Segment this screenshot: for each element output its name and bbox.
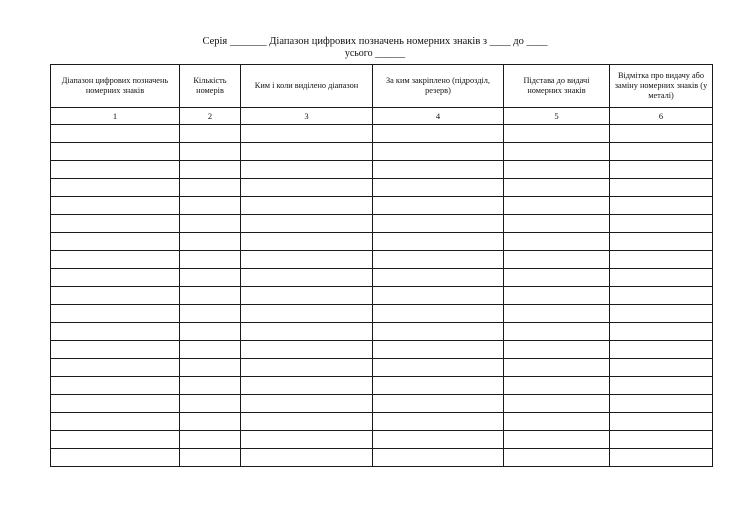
table-cell	[241, 269, 373, 287]
table-cell	[610, 431, 713, 449]
table-cell	[373, 431, 504, 449]
column-number: 1	[51, 108, 180, 125]
table-row	[51, 359, 713, 377]
table-cell	[610, 197, 713, 215]
column-header-issue-mark: Відмітка про видачу або заміну номерних знаків (у металі)	[610, 65, 713, 108]
table-cell	[241, 179, 373, 197]
table-cell	[504, 179, 610, 197]
column-header-allocated-by: Ким і коли виділено діапазон	[241, 65, 373, 108]
table-cell	[51, 341, 180, 359]
table-cell	[373, 215, 504, 233]
table-row	[51, 305, 713, 323]
table-cell	[610, 449, 713, 467]
table-row	[51, 377, 713, 395]
table-cell	[373, 269, 504, 287]
table-cell	[51, 413, 180, 431]
column-number: 3	[241, 108, 373, 125]
table-cell	[373, 323, 504, 341]
table-cell	[610, 395, 713, 413]
table-cell	[180, 305, 241, 323]
table-row	[51, 161, 713, 179]
table-cell	[180, 251, 241, 269]
table-cell	[180, 323, 241, 341]
table-cell	[180, 395, 241, 413]
table-cell	[610, 233, 713, 251]
table-row	[51, 215, 713, 233]
table-cell	[504, 161, 610, 179]
table-cell	[51, 269, 180, 287]
table-cell	[241, 449, 373, 467]
table-cell	[241, 431, 373, 449]
table-cell	[241, 251, 373, 269]
table-cell	[180, 197, 241, 215]
table-cell	[180, 143, 241, 161]
table-cell	[241, 323, 373, 341]
table-cell	[373, 161, 504, 179]
table-cell	[610, 179, 713, 197]
table-cell	[241, 305, 373, 323]
table-cell	[504, 251, 610, 269]
table-cell	[241, 359, 373, 377]
table-cell	[504, 287, 610, 305]
table-cell	[180, 215, 241, 233]
table-cell	[373, 179, 504, 197]
table-cell	[373, 125, 504, 143]
table-cell	[51, 449, 180, 467]
table-cell	[241, 287, 373, 305]
table-cell	[504, 323, 610, 341]
table-cell	[180, 341, 241, 359]
table-cell	[610, 125, 713, 143]
table-cell	[241, 143, 373, 161]
table-cell	[373, 233, 504, 251]
table-cell	[180, 179, 241, 197]
table-cell	[610, 323, 713, 341]
table-cell	[504, 413, 610, 431]
table-cell	[373, 449, 504, 467]
table-cell	[241, 341, 373, 359]
table-cell	[51, 395, 180, 413]
registry-table	[50, 64, 713, 467]
table-cell	[373, 395, 504, 413]
header-total-line: усього ______	[344, 48, 406, 59]
table-cell	[373, 305, 504, 323]
table-cell	[241, 161, 373, 179]
table-cell	[504, 359, 610, 377]
table-cell	[51, 377, 180, 395]
column-number: 4	[373, 108, 504, 125]
table-cell	[180, 287, 241, 305]
column-header-range: Діапазон цифрових позначень номерних знаків	[51, 65, 180, 108]
column-number-row	[51, 108, 713, 125]
table-row	[51, 197, 713, 215]
table-cell	[51, 125, 180, 143]
table-cell	[180, 125, 241, 143]
table-row	[51, 233, 713, 251]
table-cell	[241, 197, 373, 215]
table-cell	[610, 413, 713, 431]
table-cell	[504, 125, 610, 143]
table-cell	[610, 341, 713, 359]
table-row	[51, 287, 713, 305]
table-cell	[610, 269, 713, 287]
table-row	[51, 179, 713, 197]
table-cell	[241, 215, 373, 233]
table-cell	[504, 269, 610, 287]
table-cell	[51, 179, 180, 197]
table-row	[51, 341, 713, 359]
table-cell	[373, 143, 504, 161]
table-cell	[180, 161, 241, 179]
table-cell	[504, 377, 610, 395]
table-header-row	[51, 65, 713, 108]
table-cell	[373, 287, 504, 305]
table-row	[51, 143, 713, 161]
table-cell	[610, 143, 713, 161]
table-cell	[504, 233, 610, 251]
table-cell	[51, 287, 180, 305]
table-cell	[180, 449, 241, 467]
column-number: 5	[504, 108, 610, 125]
table-cell	[610, 377, 713, 395]
table-cell	[610, 251, 713, 269]
table-cell	[373, 377, 504, 395]
table-cell	[51, 233, 180, 251]
table-cell	[373, 413, 504, 431]
table-cell	[51, 431, 180, 449]
table-row	[51, 269, 713, 287]
column-header-basis: Підстава до видачі номерних знаків	[504, 65, 610, 108]
column-number: 2	[180, 108, 241, 125]
table-row	[51, 413, 713, 431]
table-row	[51, 449, 713, 467]
table-cell	[180, 359, 241, 377]
table-cell	[51, 161, 180, 179]
table-cell	[180, 413, 241, 431]
table-cell	[504, 395, 610, 413]
table-cell	[610, 215, 713, 233]
table-cell	[504, 341, 610, 359]
table-cell	[610, 359, 713, 377]
column-number: 6	[610, 108, 713, 125]
table-cell	[51, 143, 180, 161]
table-cell	[504, 449, 610, 467]
table-row	[51, 251, 713, 269]
table-cell	[610, 287, 713, 305]
table-cell	[180, 377, 241, 395]
table-cell	[504, 215, 610, 233]
table-cell	[51, 323, 180, 341]
table-cell	[51, 215, 180, 233]
form-header	[0, 35, 750, 60]
column-header-count: Кількість номерів	[180, 65, 241, 108]
table-cell	[51, 305, 180, 323]
table-cell	[373, 251, 504, 269]
table-cell	[610, 161, 713, 179]
table-cell	[241, 413, 373, 431]
table-cell	[504, 197, 610, 215]
table-cell	[373, 341, 504, 359]
table-row	[51, 395, 713, 413]
table-cell	[51, 359, 180, 377]
table-cell	[51, 251, 180, 269]
table-cell	[51, 197, 180, 215]
table-row	[51, 323, 713, 341]
table-cell	[504, 431, 610, 449]
table-cell	[373, 197, 504, 215]
table-cell	[241, 395, 373, 413]
table-cell	[610, 305, 713, 323]
table-cell	[180, 269, 241, 287]
column-header-assigned-to: За ким закріплено (підрозділ, резерв)	[373, 65, 504, 108]
table-cell	[241, 233, 373, 251]
table-cell	[241, 377, 373, 395]
table-row	[51, 125, 713, 143]
table-cell	[504, 143, 610, 161]
table-cell	[180, 233, 241, 251]
table-cell	[180, 431, 241, 449]
table-row	[51, 431, 713, 449]
table-cell	[373, 359, 504, 377]
table-cell	[504, 305, 610, 323]
table-cell	[241, 125, 373, 143]
header-series-range-line: Серія _______ Діапазон цифрових позначень номерних знаків з ____ до ____	[202, 36, 548, 47]
